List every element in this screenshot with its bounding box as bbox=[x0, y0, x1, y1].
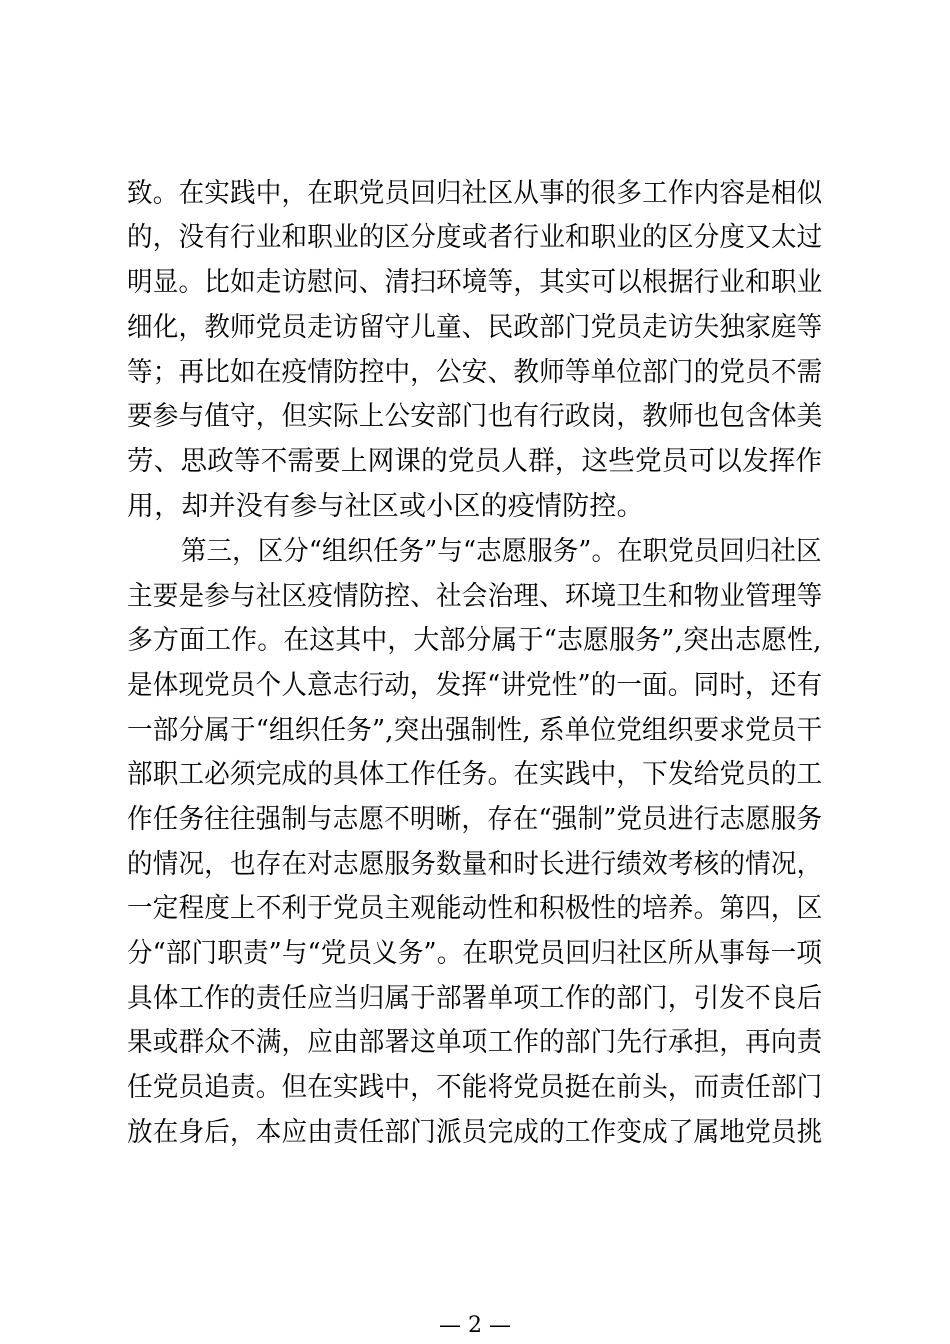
paragraph-first-line: 第三，区分“组织任务”与“志愿服务”。在职党员回归社区 bbox=[181, 536, 822, 567]
body-text-line: 作任务往往强制与志愿不明晰，存在“强制”党员进行志愿服务 bbox=[127, 804, 823, 835]
body-text-line: 致。在实践中，在职党员回归社区从事的很多工作内容是相似 bbox=[127, 178, 823, 209]
body-text-line: 任党员追责。但在实践中，不能将党员挺在前头，而责任部门 bbox=[127, 1072, 823, 1103]
body-text-line: 细化，教师党员走访留守儿童、民政部门党员走访失独家庭等 bbox=[127, 312, 823, 343]
body-text-line: 多方面工作。在这其中，大部分属于“志愿服务”,突出志愿性, bbox=[127, 625, 822, 656]
body-text-line: 劳、思政等不需要上网课的党员人群，这些党员可以发挥作 bbox=[127, 446, 823, 477]
body-text-line: 的，没有行业和职业的区分度或者行业和职业的区分度又太过 bbox=[127, 222, 823, 253]
body-text-line: 一定程度上不利于党员主观能动性和积极性的培养。第四，区 bbox=[127, 893, 823, 924]
body-text-line: 的情况，也存在对志愿服务数量和时长进行绩效考核的情况， bbox=[127, 849, 823, 880]
body-text-line: 等；再比如在疫情防控中，公安、教师等单位部门的党员不需 bbox=[127, 357, 823, 388]
body-text-line: 果或群众不满，应由部署这单项工作的部门先行承担，再向责 bbox=[127, 1027, 823, 1058]
body-text-line: 是体现党员个人意志行动，发挥“讲党性”的一面。同时，还有 bbox=[127, 670, 823, 701]
body-text-line: 要参与值守，但实际上公安部门也有行政岗，教师也包含体美 bbox=[127, 401, 823, 432]
body-text-line: 放在身后，本应由责任部门派员完成的工作变成了属地党员挑 bbox=[127, 1117, 823, 1148]
body-text-line: 分“部门职责”与“党员义务”。在职党员回归社区所从事每一项 bbox=[127, 938, 823, 969]
body-text-line: 具体工作的责任应当归属于部署单项工作的部门，引发不良后 bbox=[127, 983, 823, 1014]
body-text-line: 用，却并没有参与社区或小区的疫情防控。 bbox=[127, 491, 644, 522]
body-text-line: 明显。比如走访慰问、清扫环境等，其实可以根据行业和职业 bbox=[127, 267, 823, 298]
body-text-line: 部职工必须完成的具体工作任务。在实践中，下发给党员的工 bbox=[127, 759, 823, 790]
page-number: — 2 — bbox=[439, 1313, 511, 1338]
body-text-line: 一部分属于“组织任务”,突出强制性, 系单位党组织要求党员干 bbox=[127, 715, 823, 746]
body-text-line: 主要是参与社区疫情防控、社会治理、环境卫生和物业管理等 bbox=[127, 581, 823, 612]
